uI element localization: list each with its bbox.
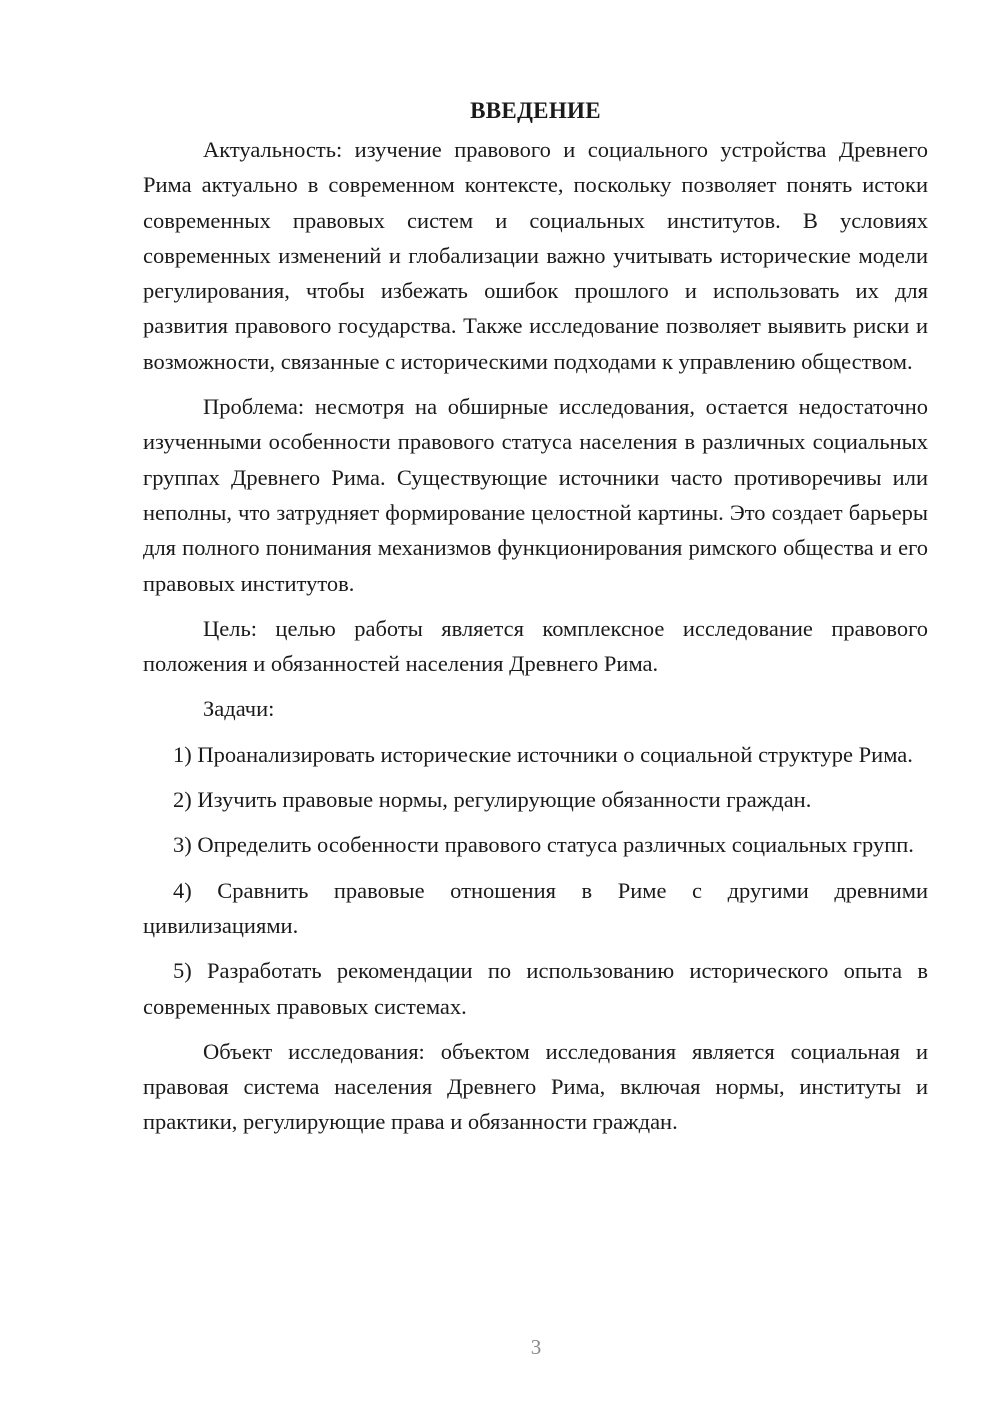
- task-item-1: 1) Проанализировать исторические источники о социальной структуре Рима.: [173, 741, 913, 767]
- task-item-4: 4) Сравнить правовые отношения в Риме с другими древними цивилизациями.: [143, 877, 928, 938]
- paragraph-object: Объект исследования: объектом исследования является социальная и правовая система населения Древнего Рима, включая нормы, институты и практики, регулирующие права и обязанности граждан.: [143, 1038, 928, 1135]
- tasks-heading: Задачи:: [203, 696, 275, 722]
- page-number: 3: [530, 1335, 542, 1359]
- task-item-2: 2) Изучить правовые нормы, регулирующие обязанности граждан.: [173, 787, 812, 813]
- task-item-3: 3) Определить особенности правового статуса различных социальных групп.: [173, 832, 914, 858]
- page-content: [143, 93, 928, 1140]
- paragraph-goal: Цель: целью работы является комплексное исследование правового положения и обязанностей населения Древнего Рима.: [143, 615, 928, 677]
- paragraph-problem: Проблема: несмотря на обширные исследования, остается недостаточно изученными особенности правового статуса населения в различных социальных группах Древнего Рима. Существующие источники часто противоречивы или неполны, что затрудняет формирование целостной картины. Это создает барьеры для полного понимания механизмов функционирования римского общества и его правовых институтов.: [143, 394, 928, 596]
- paragraph-relevance: Актуальность: изучение правового и социального устройства Древнего Рима актуально в современном контексте, поскольку позволяет понять истоки современных правовых систем и социальных институтов. В условиях современных изменений и глобализации важно учитывать исторические модели регулирования, чтобы избежать ошибок прошлого и использовать их для развития правового государства. Также исследование позволяет выявить риски и возможности, связанные с историческими подходами к управлению обществом.: [143, 137, 928, 374]
- task-item-5: 5) Разработать рекомендации по использованию исторического опыта в современных правовых системах.: [143, 958, 928, 1019]
- page-title: ВВЕДЕНИЕ: [470, 98, 601, 123]
